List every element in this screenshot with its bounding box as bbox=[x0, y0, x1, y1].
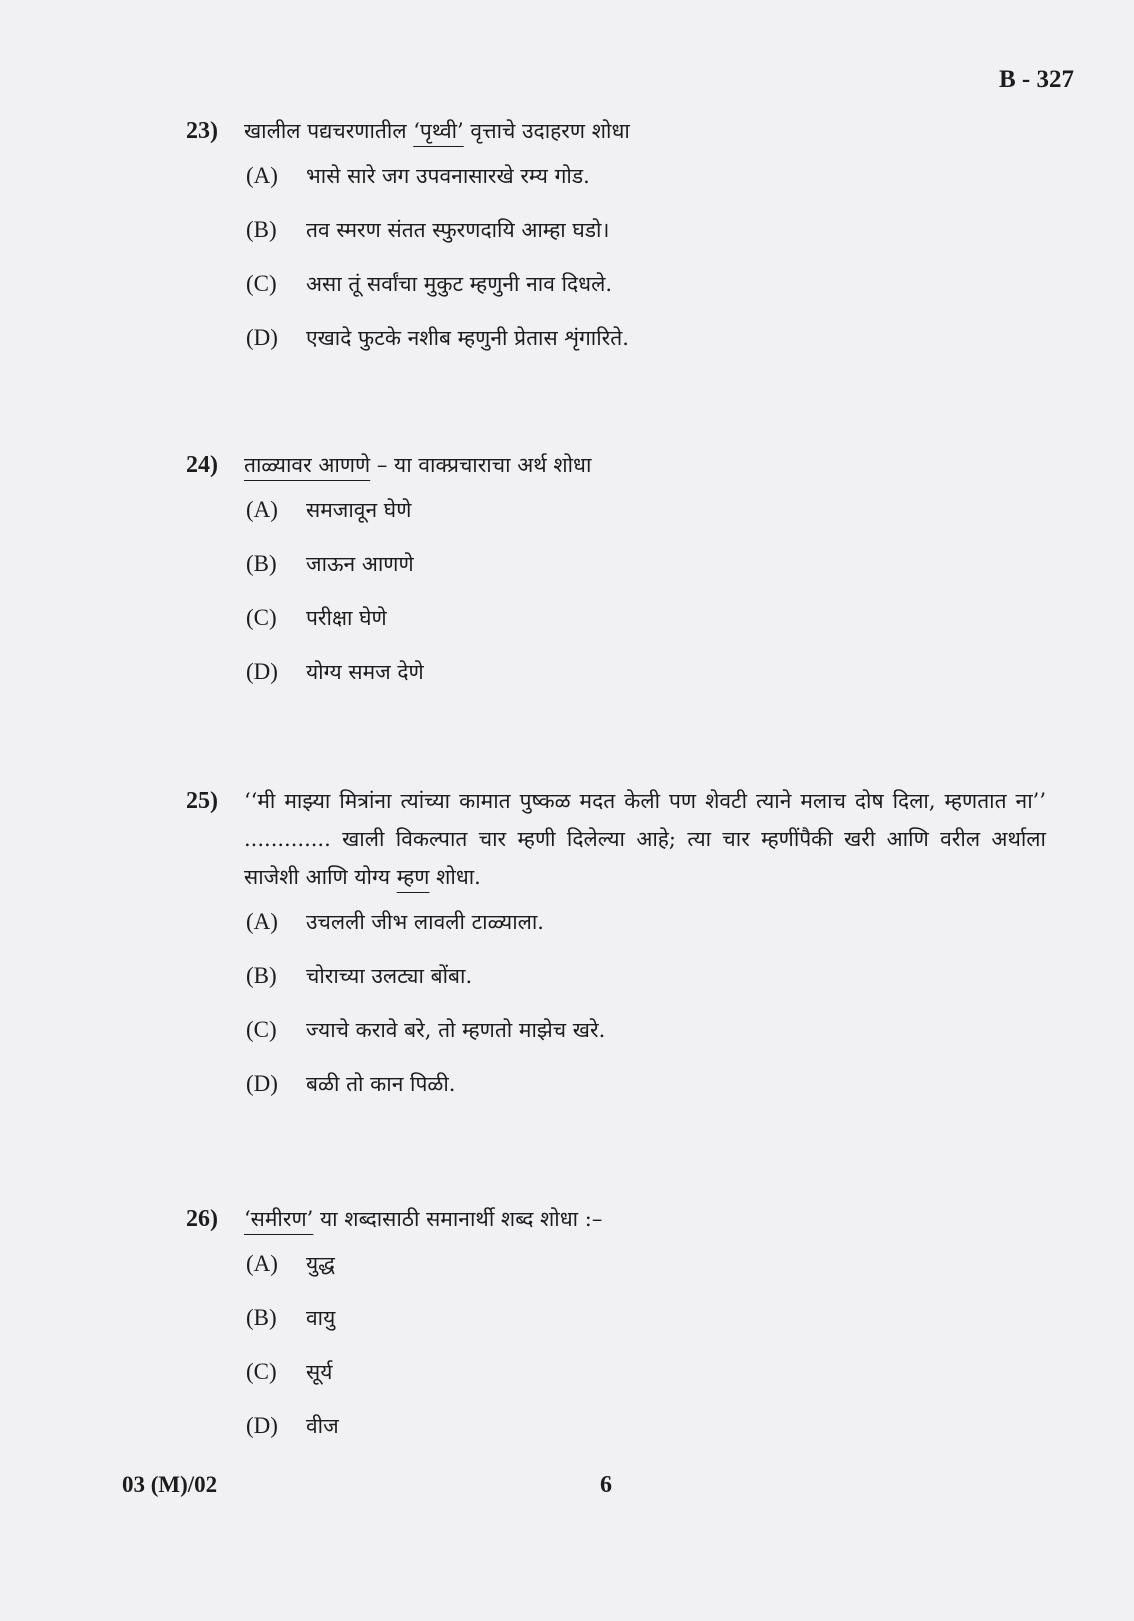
option-a: (A) भासे सारे जग उपवनासारखे रम्य गोड. bbox=[246, 163, 590, 188]
option-d: (D) एखादे फुटके नशीब म्हणुनी प्रेतास शृंगारिते. bbox=[246, 325, 629, 350]
question-26 bbox=[186, 1200, 1046, 1466]
footer-paper-code: 03 (M)/02 bbox=[122, 1472, 218, 1497]
question-number: 25) bbox=[186, 788, 218, 814]
question-text: खालील पद्यचरणातील ‘पृथ्वी’ वृत्ताचे उदाहरण शोधा bbox=[244, 119, 630, 143]
option-a: (A) समजावून घेणे bbox=[246, 497, 412, 522]
question-text: ताळ्यावर आणणे – या वाक्प्रचाराचा अर्थ शोधा bbox=[244, 453, 592, 477]
option-d: (D) वीज bbox=[246, 1413, 339, 1438]
option-b: (B) जाऊन आणणे bbox=[246, 551, 414, 576]
option-c: (C) परीक्षा घेणे bbox=[246, 605, 387, 630]
question-number: 26) bbox=[186, 1206, 218, 1232]
question-text: ‘‘मी माझ्या मित्रांना त्यांच्या कामात पुष्कळ मदत केली पण शेवटी त्याने मलाच दोष दिला, म्हणतात ना’’ ............. खाली विकल्पात चार म्हणी दिलेल्या आहे; त्या चार म्हणींपैकी खरी आणि वरील अर्थाला साजेशी आणि योग्य म्हण शोधा. bbox=[244, 789, 1046, 889]
options-list bbox=[246, 496, 1046, 712]
options-list bbox=[246, 162, 1046, 378]
question-number: 24) bbox=[186, 452, 218, 478]
underlined-term: ताळ्यावर आणणे bbox=[244, 453, 371, 477]
paper-code-header: B - 327 bbox=[999, 66, 1074, 93]
option-a: (A) उचलली जीभ लावली टाळ्याला. bbox=[246, 909, 544, 934]
options-list bbox=[246, 1250, 1046, 1466]
page-number: 6 bbox=[600, 1472, 612, 1498]
option-b: (B) तव स्मरण संतत स्फुरणदायि आम्हा घडो। bbox=[246, 217, 610, 242]
option-c: (C) सूर्य bbox=[246, 1359, 333, 1384]
underlined-term: ‘पृथ्वी’ bbox=[413, 119, 464, 143]
options-list bbox=[246, 908, 1046, 1124]
option-b: (B) चोराच्या उलट्या बोंबा. bbox=[246, 963, 473, 988]
question-23 bbox=[186, 112, 1046, 378]
underlined-term: म्हण bbox=[396, 865, 430, 889]
option-a: (A) युद्ध bbox=[246, 1251, 335, 1276]
question-25 bbox=[186, 782, 1046, 1124]
question-number: 23) bbox=[186, 118, 218, 144]
option-c: (C) असा तूं सर्वांचा मुकुट म्हणुनी नाव दिधले. bbox=[246, 271, 613, 296]
question-24 bbox=[186, 446, 1046, 712]
question-text: ‘समीरण’ या शब्दासाठी समानार्थी शब्द शोधा :– bbox=[244, 1207, 603, 1231]
underlined-term: ‘समीरण’ bbox=[244, 1207, 314, 1231]
option-d: (D) योग्य समज देणे bbox=[246, 659, 424, 684]
option-b: (B) वायु bbox=[246, 1305, 336, 1330]
option-c: (C) ज्याचे करावे बरे, तो म्हणतो माझेच खरे. bbox=[246, 1017, 606, 1042]
option-d: (D) बळी तो कान पिळी. bbox=[246, 1071, 456, 1096]
